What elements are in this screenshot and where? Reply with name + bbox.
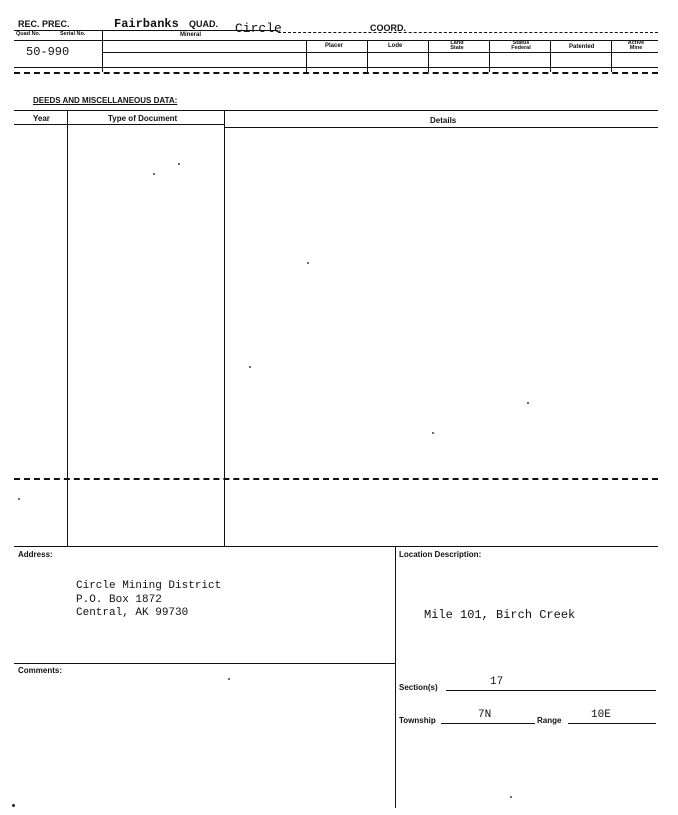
deeds-dashed-rule (14, 478, 658, 480)
scan-speck (307, 262, 309, 264)
id-col-divider (306, 40, 307, 72)
scan-speck (153, 173, 155, 175)
active-mine-label: Active Mine (627, 40, 645, 51)
scan-speck (249, 366, 251, 368)
placer-label: Placer (325, 43, 344, 49)
township-value: 7N (478, 709, 492, 721)
section-label: Section(s) (399, 683, 438, 692)
township-label: Township (399, 716, 436, 725)
quad-no-label: Quad No. (16, 31, 41, 37)
location-description-label: Location Description: (399, 550, 482, 559)
id-col-divider (550, 40, 551, 72)
patented-label: Patented (569, 44, 595, 50)
serial-no-label: Serial No. (60, 31, 86, 37)
deeds-bottom-rule (14, 546, 658, 547)
id-col-divider (489, 40, 490, 72)
scan-speck (510, 796, 512, 798)
deeds-header-rule (224, 127, 658, 128)
address-line-3: Central, AK 99730 (76, 607, 189, 619)
id-row-label-rule (14, 40, 658, 41)
quad-label: QUAD. (189, 19, 218, 29)
header-rule (14, 30, 278, 31)
id-col-divider (102, 31, 103, 72)
deeds-top-rule (14, 110, 658, 111)
id-row-bottom-rule (14, 67, 658, 68)
address-line-2: P.O. Box 1872 (76, 594, 162, 606)
range-underline (568, 723, 656, 724)
col-year-header: Year (33, 114, 50, 123)
mineral-label: Mineral (180, 32, 202, 38)
comments-top-rule (14, 663, 395, 664)
status-federal-label: Status Federal (511, 40, 531, 51)
quad-serial-value: 50-990 (26, 45, 70, 59)
section-underline (446, 690, 656, 691)
township-underline (441, 723, 535, 724)
rec-prec-label: REC. PREC. (18, 19, 70, 29)
id-row-mid-rule (102, 52, 658, 53)
scan-speck (228, 678, 230, 680)
id-row-dashed-rule (14, 72, 658, 74)
scan-speck (178, 163, 180, 165)
id-col-divider (367, 40, 368, 72)
col-details-header: Details (430, 116, 457, 125)
quad-value: Circle (235, 21, 282, 36)
address-location-divider (395, 546, 396, 808)
section-value: 17 (490, 676, 504, 688)
col-type-header: Type of Document (108, 114, 178, 123)
scan-speck (527, 402, 529, 404)
comments-label: Comments: (18, 666, 63, 675)
land-state-label: Land State (450, 40, 464, 51)
range-label: Range (537, 716, 562, 725)
scan-speck (18, 498, 20, 500)
address-label: Address: (18, 550, 53, 559)
range-value: 10E (591, 709, 611, 721)
year-col-divider (67, 110, 68, 547)
lode-label: Lode (388, 43, 403, 49)
deeds-section-title: DEEDS AND MISCELLANEOUS DATA: (33, 96, 178, 105)
rec-prec-value: Fairbanks (114, 17, 179, 31)
type-col-divider (224, 110, 225, 547)
deeds-header-rule (14, 124, 224, 125)
id-col-divider (428, 40, 429, 72)
coord-label: COORD. (370, 23, 406, 33)
id-col-divider (611, 40, 612, 72)
scan-speck (432, 432, 434, 434)
location-description-value: Mile 101, Birch Creek (424, 608, 576, 622)
coord-dashed-rule (278, 32, 658, 33)
address-line-1: Circle Mining District (76, 580, 222, 592)
scan-speck (12, 804, 15, 807)
